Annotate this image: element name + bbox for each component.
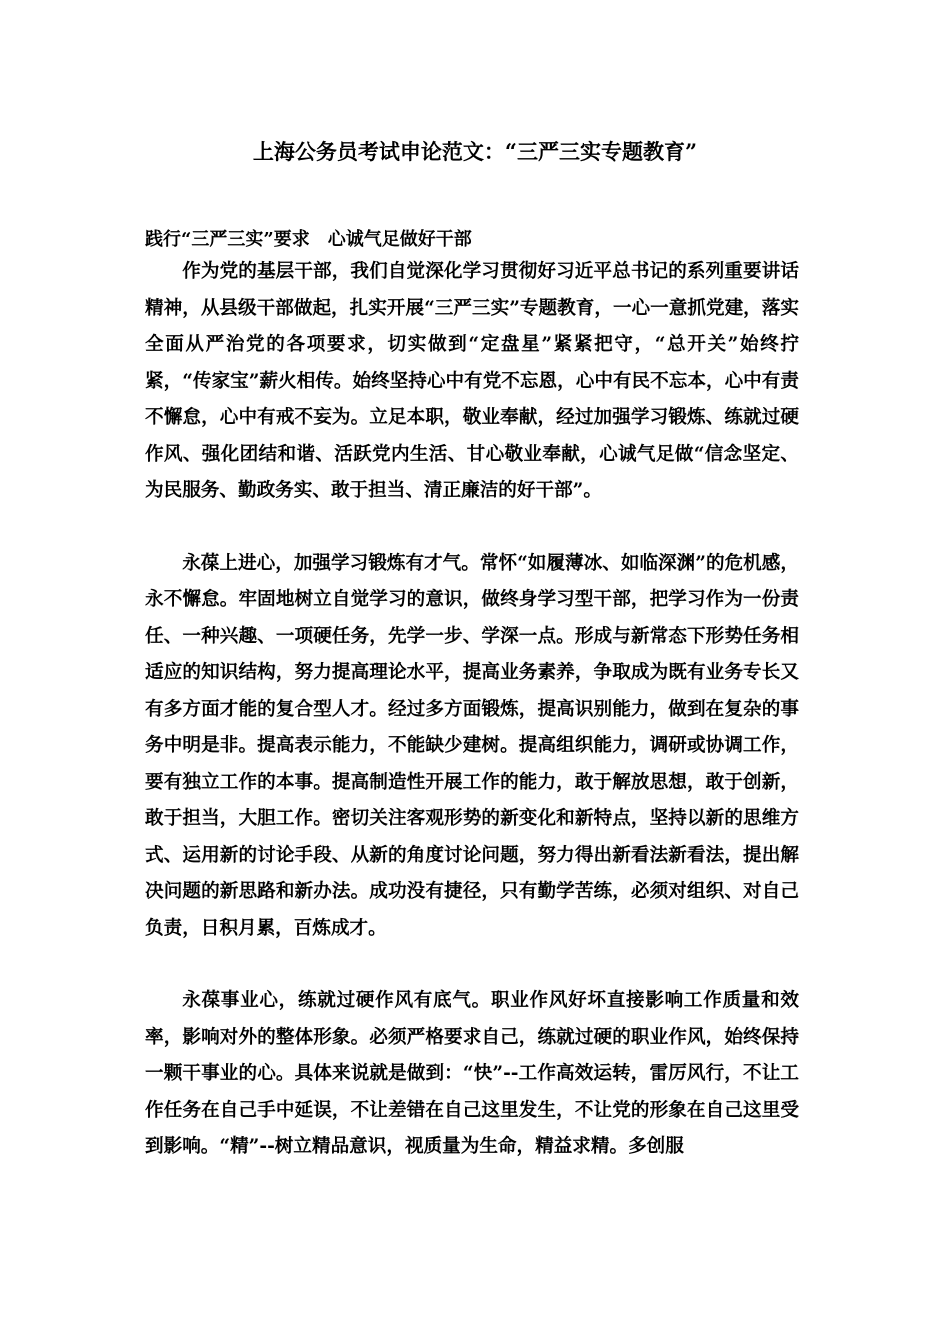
paragraph: 作为党的基层干部，我们自觉深化学习贯彻好习近平总书记的系列重要讲话精神，从县级干部做起，扎实开展“三严三实”专题教育，一心一意抓党建，落实全面从严治党的各项要求，切实做到“定盘星”紧紧把守，“总开关”始终拧紧，“传家宝”薪火相传。始终坚持心中有党不忘恩，心中有民不忘本，心中有责不懈怠，心中有戒不妄为。立足本职，敬业奉献，经过加强学习锻炼、练就过硬作风、强化团结和谐、活跃党内生活、甘心敬业奉献，心诚气足做“信念坚定、为民服务、勤政务实、敢于担当、清正廉洁的好干部”。 [145,261,799,501]
section-subtitle: 践行“三严三实”要求 心诚气足做好干部 [145,229,472,250]
document-title: 上海公务员考试申论范文：“三严三实专题教育” [252,139,698,164]
paragraph: 永葆事业心，练就过硬作风有底气。职业作风好坏直接影响工作质量和效率，影响对外的整体形象。必须严格要求自己，练就过硬的职业作风，始终保持一颗干事业的心。具体来说就是做到：“快”--工作高效运转，雷厉风行，不让工作任务在自己手中延误，不让差错在自己这里发生，不让党的形象在自己这里受到影响。“精”--树立精品意识，视质量为生命，精益求精。多创服 [145,990,799,1157]
document-body [145,226,799,1166]
paragraph: 永葆上进心，加强学习锻炼有才气。常怀“如履薄冰、如临深渊”的危机感，永不懈怠。牢固地树立自觉学习的意识，做终身学习型干部，把学习作为一份责任、一种兴趣、一项硬任务，先学一步、学深一点。形成与新常态下形势任务相适应的知识结构，努力提高理论水平，提高业务素养，争取成为既有业务专长又有多方面才能的复合型人才。经过多方面锻炼，提高识别能力，做到在复杂的事务中明是非。提高表示能力，不能缺少建树。提高组织能力，调研或协调工作，要有独立工作的本事。提高制造性开展工作的能力，敢于解放思想，敢于创新，敢于担当，大胆工作。密切关注客观形势的新变化和新特点，坚持以新的思维方式、运用新的讨论手段、从新的角度讨论问题，努力得出新看法新看法，提出解决问题的新思路和新办法。成功没有捷径，只有勤学苦练，必须对组织、对自己负责，日积月累，百炼成才。 [145,552,799,939]
